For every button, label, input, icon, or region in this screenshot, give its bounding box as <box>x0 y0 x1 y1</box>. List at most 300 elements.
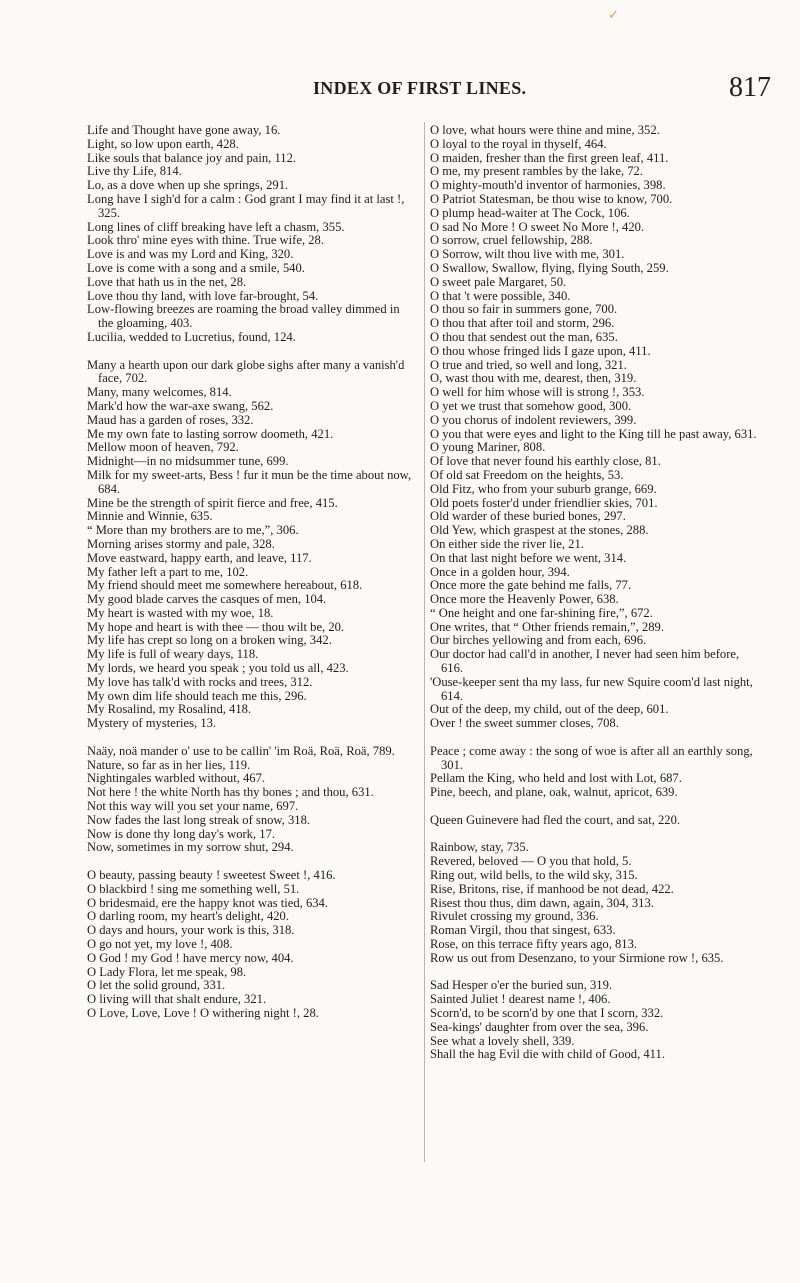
page-ref: 28 <box>230 274 243 289</box>
first-line: Rivulet crossing my ground <box>430 909 571 924</box>
page-ref: 416 <box>313 868 333 883</box>
page-ref: 420 <box>622 219 641 234</box>
page-ref: 332 <box>641 1006 661 1020</box>
index-entry <box>430 552 760 566</box>
check-mark-icon: ✓ <box>608 8 619 23</box>
first-line: O Love, Love, Love ! O withering night ! <box>87 1006 297 1020</box>
page-ref: 53 <box>607 467 621 482</box>
separator: , <box>225 412 232 427</box>
separator: , <box>616 385 623 400</box>
index-entry <box>430 248 760 262</box>
first-line: Our doctor had call'd in another, I never had seen him before <box>430 647 736 662</box>
page-ref: 814 <box>209 385 229 400</box>
section-gap <box>430 828 760 842</box>
terminal-period: . <box>639 164 643 179</box>
terminal-period: . <box>621 247 625 262</box>
page-ref: 408 <box>210 937 230 952</box>
page-ref: 411 <box>643 1047 662 1062</box>
separator: , <box>322 619 329 634</box>
separator: , <box>546 1033 553 1048</box>
index-entry <box>430 359 760 373</box>
index-entry <box>430 179 760 193</box>
index-entry <box>430 1021 760 1035</box>
separator: , <box>153 164 160 179</box>
terminal-period: . <box>295 799 299 814</box>
first-line: O thou so fair in summers gone <box>430 302 589 317</box>
index-entry <box>87 1007 417 1021</box>
page-ref: 639 <box>655 785 675 800</box>
terminal-period: . <box>292 150 297 165</box>
index-entry <box>430 1035 760 1049</box>
first-line: O darling room, my heart's delight <box>87 909 261 924</box>
first-line: Now fades the last long streak of snow <box>87 812 282 827</box>
page-ref: 21 <box>568 536 581 551</box>
separator: , <box>164 316 171 331</box>
index-entry <box>87 124 417 138</box>
page-ref: 735 <box>506 840 526 855</box>
separator: , <box>583 978 590 993</box>
first-line: Of love that never found his earthly close <box>430 454 639 469</box>
terminal-period: . <box>290 840 294 855</box>
terminal-period: . <box>654 495 658 510</box>
separator: , <box>224 964 231 979</box>
first-line: Rose, on this terrace fifty years ago <box>430 937 609 952</box>
separator: , <box>284 674 291 689</box>
separator: , <box>640 702 647 717</box>
separator: , <box>620 523 627 538</box>
index-entry <box>87 234 417 248</box>
page-ref: 411 <box>646 150 666 165</box>
first-line: O well for him whose will is strong ! <box>430 385 617 400</box>
index-entry <box>87 703 417 717</box>
terminal-period: . <box>615 592 619 607</box>
page-ref: 325 <box>98 205 117 220</box>
separator: , <box>230 647 237 662</box>
first-line: My good blade carves the casques of men <box>87 592 298 607</box>
first-line: Rainbow, stay <box>430 840 501 855</box>
first-line: One writes, that “ Other friends remain,” <box>430 619 636 634</box>
separator: , <box>278 688 285 703</box>
terminal-period: . <box>271 536 275 551</box>
separator: , <box>366 743 373 758</box>
page-ref: 415 <box>315 495 335 510</box>
separator: , <box>542 288 549 303</box>
page-ref: 124 <box>273 329 293 344</box>
first-line: Sainted Juliet ! dearest name ! <box>430 992 583 1007</box>
index-entry <box>430 510 760 524</box>
first-line: Love is and was my Lord and King <box>87 247 266 262</box>
first-line: O you that were eyes and light to the King till he past away <box>430 426 729 441</box>
terminal-period: . <box>284 178 289 193</box>
terminal-period: . <box>753 426 757 441</box>
index-entry <box>87 621 417 635</box>
terminal-period: . <box>209 509 213 524</box>
first-line: Pine, beech, and plane, oak, walnut, apricot <box>430 785 650 800</box>
terminal-period: . <box>285 454 289 469</box>
index-entry <box>430 814 760 828</box>
terminal-period: . <box>641 385 645 400</box>
first-line: O mighty-mouth'd inventor of harmonies <box>430 178 638 193</box>
first-line: O yet we trust that somehow good <box>430 398 603 413</box>
page-ref: 117 <box>290 550 309 565</box>
index-entry <box>430 952 760 966</box>
terminal-period: . <box>665 702 669 717</box>
page-ref: 300 <box>609 398 628 413</box>
index-entry <box>430 303 760 317</box>
separator: , <box>631 123 638 137</box>
page-ref: 321 <box>604 357 624 372</box>
terminal-period: . <box>255 647 259 662</box>
page-ref: 289 <box>641 619 661 634</box>
page-ref: 631 <box>351 785 371 800</box>
page-ref: 72 <box>627 164 640 179</box>
index-entry <box>430 648 760 676</box>
page-ref: 331 <box>203 978 223 993</box>
first-line: Peace ; come away : the song of woe is after all an earthly song <box>430 743 750 758</box>
terminal-period: . <box>308 550 312 565</box>
separator: , <box>629 495 636 510</box>
first-line: Old warder of these buried bones <box>430 509 598 524</box>
separator: , <box>728 426 735 441</box>
terminal-period: . <box>212 716 217 731</box>
separator: , <box>270 523 277 538</box>
index-entry <box>430 483 760 497</box>
page-ref: 601 <box>646 702 666 717</box>
separator: , <box>236 771 243 786</box>
index-entry <box>87 290 417 304</box>
separator: , <box>269 799 277 814</box>
page-ref: 106 <box>607 205 627 220</box>
first-line: O days and hours, your work is this <box>87 923 267 938</box>
page-ref: 297 <box>603 509 623 524</box>
separator: , <box>634 1006 642 1020</box>
terminal-period: . <box>270 398 274 413</box>
index-entry <box>430 883 760 897</box>
separator: , <box>561 536 569 551</box>
page-ref: 687 <box>659 771 679 786</box>
index-entry <box>87 910 417 924</box>
terminal-period: . <box>235 136 239 151</box>
terminal-period: . <box>178 164 182 179</box>
separator: , <box>307 868 314 883</box>
separator: , <box>222 757 229 772</box>
index-entry <box>430 566 760 580</box>
page-ref: 332 <box>231 412 251 427</box>
terminal-period: . <box>459 688 464 703</box>
terminal-period: . <box>566 564 570 579</box>
terminal-period: . <box>633 937 638 952</box>
index-column-left <box>87 124 417 1021</box>
page-ref: 355 <box>322 219 342 234</box>
index-entry <box>430 676 760 704</box>
index-entry <box>87 786 417 800</box>
separator: , <box>590 592 597 607</box>
separator: , <box>649 785 656 800</box>
terminal-period: . <box>567 288 571 303</box>
terminal-period: . <box>359 578 363 593</box>
page-ref: 259 <box>646 260 666 275</box>
separator: , <box>564 233 571 248</box>
index-entry <box>87 455 417 469</box>
separator: , <box>570 909 577 924</box>
page-ref: 17 <box>259 826 272 841</box>
terminal-period: . <box>332 868 336 883</box>
page-ref: 399 <box>614 412 634 427</box>
index-entry <box>430 207 760 221</box>
first-line: My lords, we heard you speak ; you told us all <box>87 661 321 676</box>
index-entry <box>87 924 417 938</box>
first-line: My love has talk'd with rocks and trees <box>87 674 285 689</box>
terminal-period: . <box>303 688 307 703</box>
first-line: See what a lovely shell <box>430 1033 547 1048</box>
first-line: Old Yew, which graspest at the stones <box>430 523 621 538</box>
first-line: O blackbird ! sing me something well <box>87 881 278 896</box>
terminal-period: . <box>620 467 624 482</box>
separator: , <box>628 481 635 496</box>
first-line: Lo, as a dove when up she springs <box>87 178 260 193</box>
page-ref: 50 <box>550 274 564 289</box>
first-line: Long lines of cliff breaking have left a chasm <box>87 219 317 234</box>
index-entry <box>430 290 760 304</box>
page-ref: 540 <box>282 260 302 275</box>
separator: , <box>345 785 352 800</box>
terminal-period: . <box>676 812 681 827</box>
separator: , <box>260 454 267 469</box>
terminal-period: . <box>607 992 611 1007</box>
separator: , <box>118 371 126 386</box>
first-line: Love is come with a song and a smile <box>87 260 277 275</box>
index-entry <box>430 938 760 952</box>
terminal-period: . <box>645 1019 649 1034</box>
page-ref: 669 <box>634 481 654 496</box>
terminal-period: . <box>622 509 626 524</box>
page-ref: 306 <box>276 523 296 538</box>
first-line: On either side the river lie <box>430 536 562 551</box>
terminal-period: . <box>623 550 627 565</box>
page-ref: 291 <box>266 178 285 193</box>
section-gap <box>430 731 760 745</box>
index-entry <box>430 331 760 345</box>
page-ref: 631 <box>734 426 754 441</box>
terminal-period: . <box>242 964 247 979</box>
index-entry <box>430 855 760 869</box>
terminal-period: . <box>261 771 266 786</box>
terminal-period: . <box>614 302 618 317</box>
terminal-period: . <box>345 661 349 676</box>
terminal-period: . <box>323 592 327 607</box>
separator: , <box>196 978 204 993</box>
first-line: Rise, Britons, rise, if manhood be not dead <box>430 881 646 896</box>
page-ref: 789 <box>372 743 392 758</box>
separator: , <box>320 661 327 676</box>
separator: , <box>265 950 272 965</box>
index-entry <box>87 386 417 400</box>
first-line: Now, sometimes in my sorrow shut <box>87 840 266 855</box>
separator: , <box>617 633 625 648</box>
index-entry <box>430 993 760 1007</box>
page-ref: 98 <box>230 964 243 979</box>
index-entry <box>430 152 760 166</box>
separator: , <box>283 550 291 565</box>
first-line: O thou whose fringed lids I gaze upon <box>430 343 623 358</box>
separator: , <box>653 771 660 786</box>
terminal-period: . <box>296 881 300 896</box>
terminal-period: . <box>291 923 295 938</box>
separator: , <box>749 674 753 689</box>
index-entry <box>87 138 417 152</box>
first-line: Sea-kings' daughter from over the sea <box>430 1019 621 1034</box>
section-gap <box>87 345 417 359</box>
index-entry <box>87 414 417 428</box>
page-ref: 315 <box>615 868 635 883</box>
index-entry <box>430 910 760 924</box>
separator: , <box>222 702 230 717</box>
separator: , <box>695 950 702 965</box>
separator: , <box>609 868 616 883</box>
first-line: Over ! the sweet summer closes <box>430 716 591 731</box>
page-ref: 321 <box>244 992 263 1007</box>
first-line: Our birches yellowing and from each <box>430 633 618 648</box>
page-ref: 352 <box>637 123 657 137</box>
first-line: O plump head-waiter at The Cock <box>430 205 602 220</box>
index-entry <box>87 966 417 980</box>
index-entry <box>430 1048 760 1062</box>
index-entry <box>87 772 417 786</box>
page-ref: 697 <box>276 799 296 814</box>
first-line: Low-flowing breezes are roaming the broad valley dimmed in the gloaming <box>87 302 400 331</box>
separator: , <box>637 178 644 193</box>
index-entry <box>430 524 760 538</box>
first-line: Life and Thought have gone away <box>87 123 259 137</box>
first-line: O sorrow, cruel fellowship <box>430 233 565 248</box>
separator: , <box>204 937 211 952</box>
first-line: O bridesmaid, ere the happy knot was tied <box>87 895 300 910</box>
page-ref: 319 <box>590 978 609 993</box>
page-ref: 396 <box>626 1019 646 1034</box>
page-ref: 428 <box>216 136 236 151</box>
separator: , <box>640 260 647 275</box>
page-ref: 353 <box>622 385 642 400</box>
index-entry <box>87 221 417 235</box>
index-entry <box>87 869 417 883</box>
page-ref: 20 <box>328 619 341 634</box>
terminal-period: . <box>250 412 254 427</box>
page-ref: 288 <box>626 523 646 538</box>
index-entry <box>87 303 417 331</box>
first-line: Row us out from Desenzano, to your Sirmione row ! <box>430 950 696 965</box>
first-line: Scorn'd, to be scorn'd by one that I scorn <box>430 1006 635 1020</box>
page-ref: 562 <box>251 398 271 413</box>
separator: , <box>210 136 217 151</box>
index-entry <box>87 717 417 731</box>
separator: , <box>601 467 608 482</box>
separator: , <box>582 992 589 1007</box>
index-entry <box>430 634 760 648</box>
page-ref: 635 <box>190 509 210 524</box>
page-ref: 342 <box>309 633 329 648</box>
terminal-period: . <box>144 371 148 386</box>
terminal-period: . <box>228 385 232 400</box>
separator: , <box>296 1006 304 1020</box>
terminal-period: . <box>612 923 616 938</box>
index-entry <box>87 814 417 828</box>
first-line: O go not yet, my love ! <box>87 937 205 952</box>
section-gap <box>430 800 760 814</box>
terminal-period: . <box>320 233 324 248</box>
first-line: Move eastward, happy earth, and leave <box>87 550 284 565</box>
first-line: Love that hath us in the net <box>87 274 225 289</box>
index-entry <box>430 897 760 911</box>
terminal-period: . <box>650 895 654 910</box>
page-ref: 813 <box>615 937 634 952</box>
separator: , <box>749 743 753 758</box>
page-ref: 423 <box>326 661 346 676</box>
separator: , <box>281 812 288 827</box>
terminal-period: . <box>290 247 294 262</box>
separator: , <box>643 191 651 206</box>
page-ref: 18 <box>257 605 271 620</box>
terminal-period: . <box>277 123 281 137</box>
terminal-period: . <box>290 950 294 965</box>
first-line: Like souls that balance joy and pain <box>87 150 269 165</box>
terminal-period: . <box>295 523 299 538</box>
first-line: Not this way will you set your name <box>87 799 270 814</box>
index-entry <box>87 193 417 221</box>
page-ref: 314 <box>604 550 624 565</box>
index-entry <box>87 359 417 387</box>
index-entry <box>430 138 760 152</box>
page-ref: 708 <box>596 716 616 731</box>
separator: , <box>516 440 524 455</box>
separator: , <box>637 1047 644 1062</box>
separator: , <box>651 812 658 827</box>
page-ref: 635 <box>701 950 721 965</box>
separator: , <box>640 150 647 165</box>
index-entry <box>430 869 760 883</box>
index-entry <box>87 469 417 497</box>
page-ref: 102 <box>226 564 246 579</box>
first-line: On that last night before we went <box>430 550 598 565</box>
index-entry <box>430 193 760 207</box>
first-line: Not here ! the white North has thy bones ; and thou <box>87 785 346 800</box>
terminal-period: . <box>665 150 669 165</box>
index-entry <box>87 248 417 262</box>
separator: , <box>265 247 272 262</box>
index-entry <box>430 428 760 442</box>
page-ref: 13 <box>200 716 213 731</box>
index-entry <box>87 800 417 814</box>
terminal-period: . <box>660 1006 664 1020</box>
first-line: Once more the gate behind me falls <box>430 578 610 593</box>
separator: , <box>407 467 412 482</box>
separator: , <box>203 385 210 400</box>
separator: , <box>588 302 596 317</box>
index-entry <box>87 648 417 662</box>
terminal-period: . <box>608 978 613 993</box>
separator: , <box>597 550 605 565</box>
page-ref: 51 <box>283 881 297 896</box>
page-ref: 104 <box>304 592 324 607</box>
terminal-period: . <box>640 219 645 234</box>
index-entry <box>430 441 760 455</box>
index-entry <box>430 386 760 400</box>
first-line: Lucilia, wedded to Lucretius, found <box>87 329 268 344</box>
page-header <box>0 72 800 112</box>
page-ref: 808 <box>523 440 543 455</box>
index-entry <box>87 552 417 566</box>
separator: , <box>587 923 594 938</box>
separator: , <box>297 592 305 607</box>
